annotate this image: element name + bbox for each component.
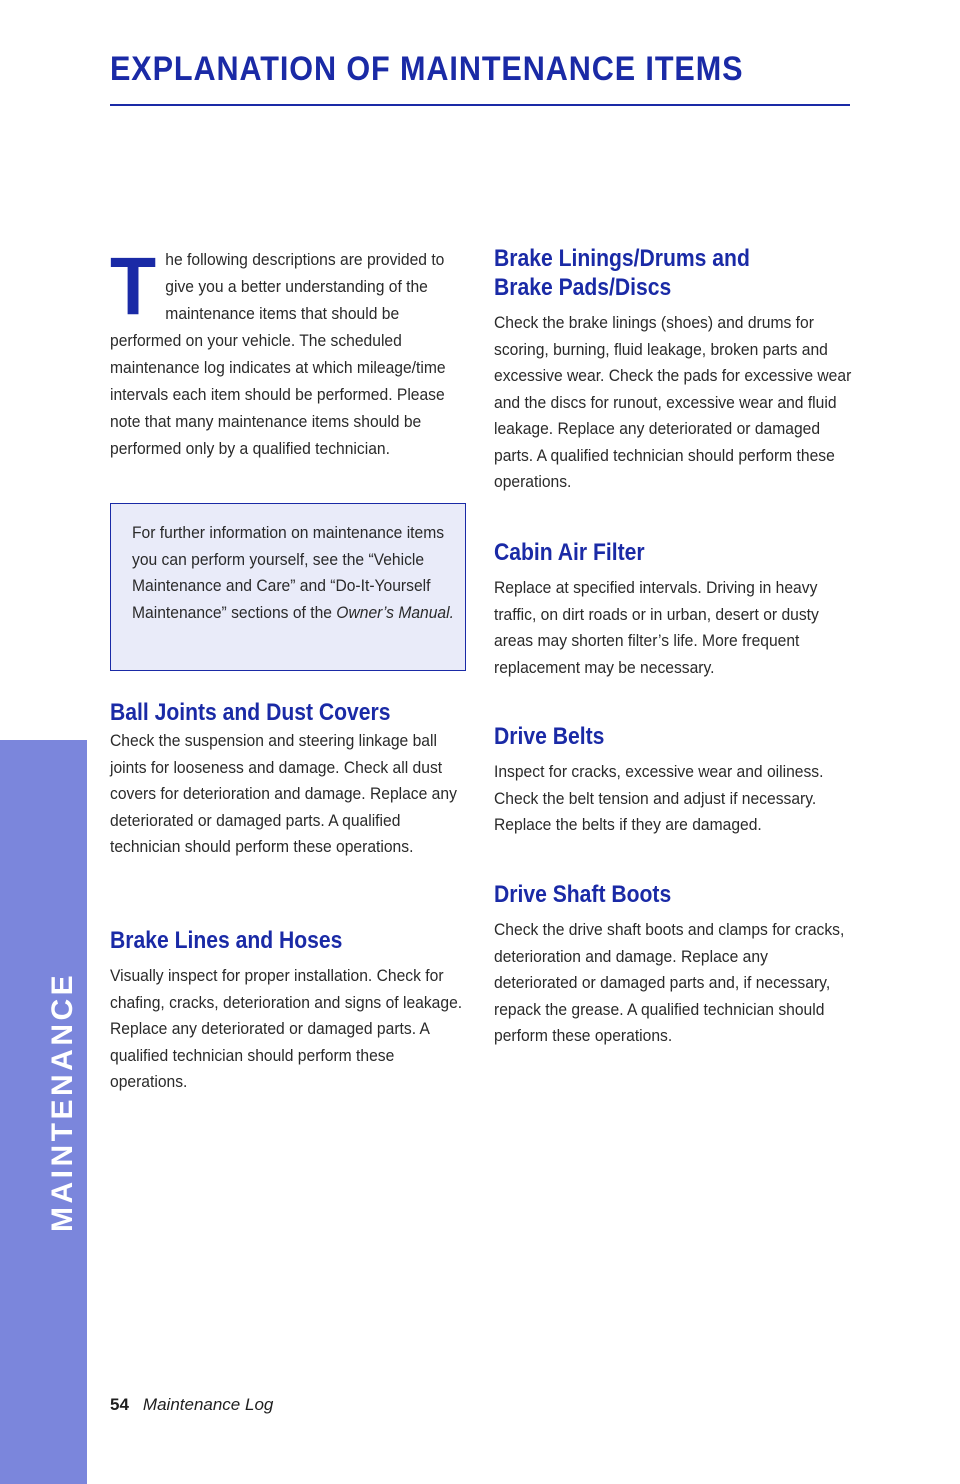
callout-body: For further information on maintenance items you can perform yourself, see the “Vehicle Maintenance and Care” and “Do-It-Yourself Maintenance” sections of the: [132, 523, 445, 622]
section-drive-belts: [494, 722, 864, 839]
side-tab-label: MAINTENANCE: [46, 971, 79, 1232]
section-cabin-air-filter: [494, 538, 864, 681]
section-body: Check the suspension and steering linkage ball joints for looseness and damage. Check all dust covers for deterioration and damage. Replace any deteriorated or damaged parts. A qualified technician should perform these operations.: [110, 731, 457, 856]
section-brake-linings: [494, 244, 864, 496]
section-heading: Cabin Air Filter: [494, 539, 645, 566]
intro-text: he following descriptions are provided to give you a better understanding of the maintenance items that should be performed on your vehicle. The scheduled maintenance log indicates at which mileage/time intervals each item should be performed. Please note that many maintenance items should be performed only by a qualified technician.: [110, 250, 446, 458]
section-body: Inspect for cracks, excessive wear and oiliness. Check the belt tension and adjust if necessary. Replace the belts if they are damaged.: [494, 762, 824, 834]
page-number: 54: [110, 1395, 129, 1414]
section-heading: Brake Lines and Hoses: [110, 927, 343, 954]
intro-paragraph: [110, 241, 469, 462]
section-heading: Ball Joints and Dust Covers: [110, 699, 391, 726]
section-body: Check the brake linings (shoes) and drums for scoring, burning, fluid leakage, broken parts and excessive wear. Check the pads for excessive wear and the discs for runout, excessive wear and fluid leakage. Replace any deteriorated or damaged parts. A qualified technician should perform these operations.: [494, 313, 852, 491]
drop-cap: T: [110, 241, 157, 332]
title-divider: [110, 104, 850, 106]
section-brake-lines: [110, 926, 480, 1096]
section-body: Visually inspect for proper installation. Check for chafing, cracks, deterioration and signs of leakage. Replace any deteriorated or damaged parts. A qualified technician should perform these operations.: [110, 966, 463, 1091]
section-ball-joints: [110, 698, 480, 861]
section-body: Check the drive shaft boots and clamps for cracks, deterioration and damage. Replace any deteriorated or damaged parts and, if necessary, repack the grease. A qualified technician should perform these operations.: [494, 920, 845, 1045]
section-heading-line1: Brake Linings/Drums and: [494, 245, 750, 272]
section-heading: Drive Belts: [494, 723, 605, 750]
intro-block: [110, 241, 470, 462]
section-drive-shaft-boots: [494, 880, 864, 1050]
page-footer: [110, 1395, 273, 1415]
page-title: EXPLANATION OF MAINTENANCE ITEMS: [110, 50, 744, 88]
section-heading: Drive Shaft Boots: [494, 881, 672, 908]
callout-text: [132, 520, 454, 626]
footer-doc-title: Maintenance Log: [142, 1395, 274, 1414]
section-heading-line2: Brake Pads/Discs: [494, 274, 672, 301]
callout-manual-title: Owner’s Manual.: [336, 602, 454, 622]
callout-box: [110, 503, 466, 671]
section-body: Replace at specified intervals. Driving in heavy traffic, on dirt roads or in urban, desert or dusty areas may shorten filter’s life. More frequent replacement may be necessary.: [494, 578, 819, 677]
